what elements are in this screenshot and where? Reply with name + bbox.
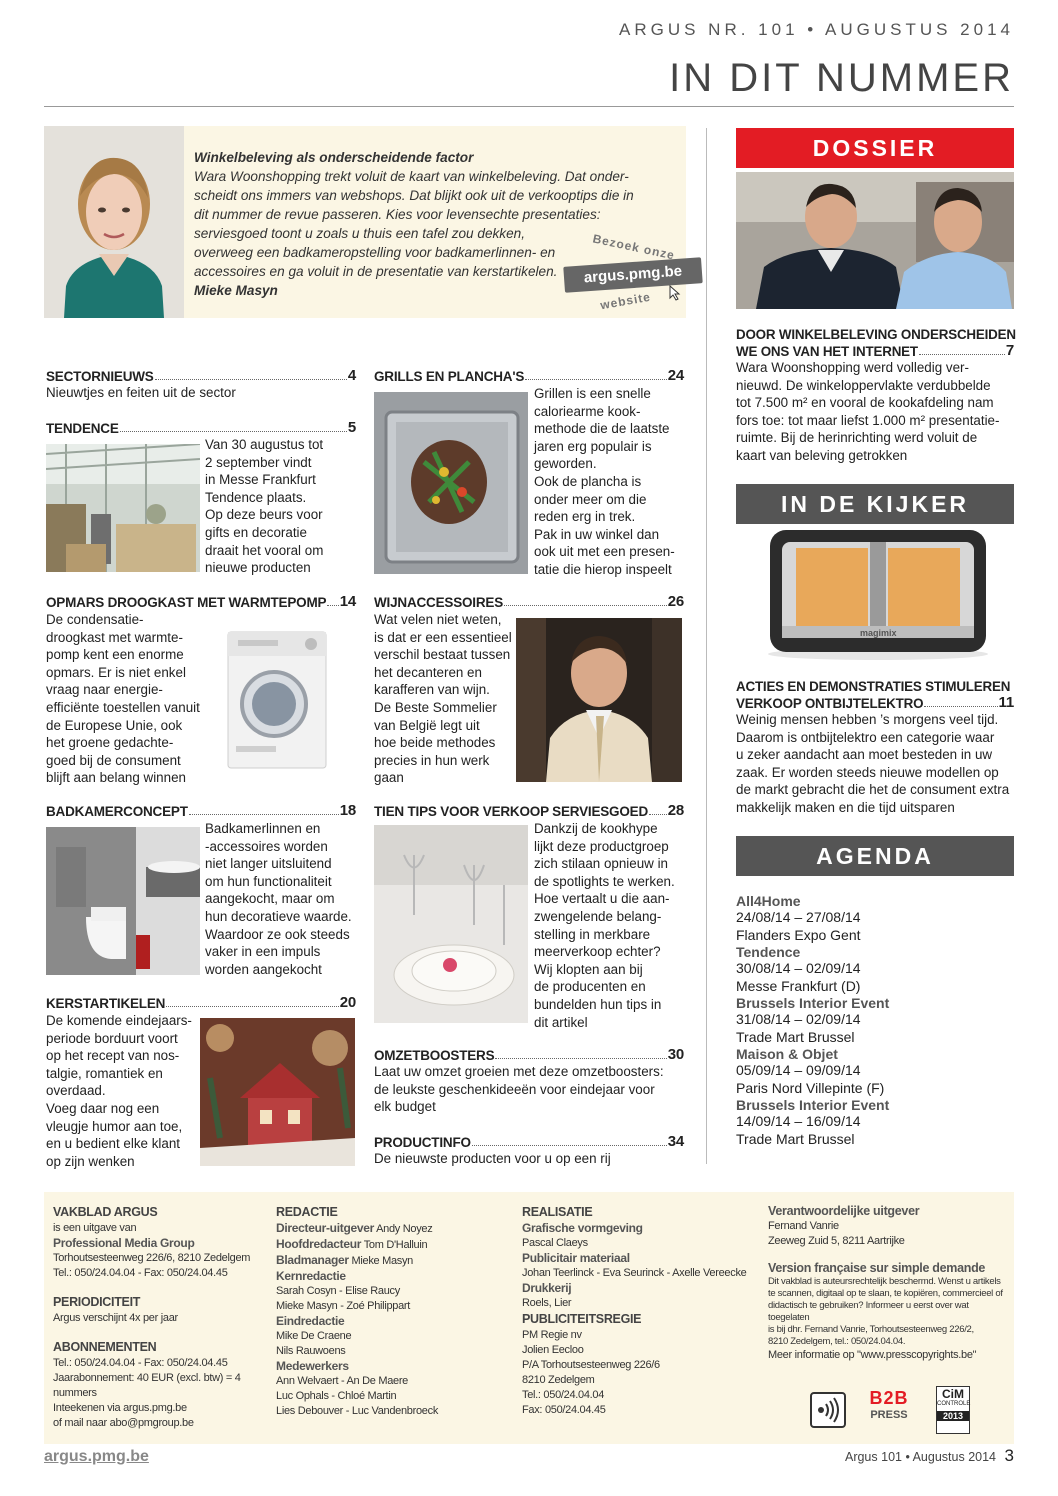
page-number: 28: [667, 802, 684, 819]
tendence-photo: [46, 444, 200, 572]
toc-heading[interactable]: TIEN TIPS VOOR VERKOOP SERVIESGOED 28: [374, 802, 684, 819]
colophon-heading: VAKBLAD ARGUS: [53, 1205, 158, 1219]
body-line: De condensatie-: [46, 612, 144, 627]
kijker-title-2[interactable]: VERKOOP ONTBIJTELEKTRO 11: [736, 694, 1014, 711]
colophon-line: Lies Debouver - Luc Vandenbroeck: [276, 1405, 439, 1417]
badge-url[interactable]: argus.pmg.be: [563, 257, 702, 293]
page-number: 26: [667, 593, 684, 610]
agenda-place: Messe Frankfurt (D): [736, 977, 861, 994]
dossier-article[interactable]: [736, 327, 1014, 465]
toc-item-grills[interactable]: [374, 367, 684, 384]
body-line: nieuwe producten: [205, 560, 311, 576]
agenda-event: Brussels Interior Event: [736, 995, 890, 1011]
website-badge[interactable]: [560, 231, 708, 318]
page-number: 24: [667, 367, 684, 384]
colophon-line: Hoofdredacteur Tom D'Halluin: [276, 1237, 428, 1251]
page-number: 5: [347, 419, 356, 436]
agenda-list: [736, 893, 1014, 1148]
body-line: overdaad.: [46, 1083, 106, 1099]
body-line: methode die de laatste: [534, 421, 670, 437]
body-line: Laat uw omzet groeien met deze omzetboosters:: [374, 1064, 664, 1079]
colophon-line: 8210 Zedelgem, tel.: 050/24.04.04.: [768, 1336, 906, 1347]
colophon-line: Tel.: 050/24.04.04 - Fax: 050/24.04.45: [53, 1357, 228, 1369]
toc-heading[interactable]: TENDENCE 5: [46, 419, 356, 436]
body-line: dit artikel: [534, 1014, 588, 1030]
agenda-event: All4Home: [736, 893, 801, 909]
body-line: De komende eindejaars-: [46, 1013, 192, 1028]
colophon-col-3: [522, 1204, 762, 1418]
editorial-line: serviesgoed toont u zoals u thuis een tafel zou dekken,: [194, 226, 525, 241]
colophon-bold: Version française sur simple demande: [768, 1261, 986, 1275]
dossier-title-2[interactable]: WE ONS VAN HET INTERNET 7: [736, 342, 1014, 359]
editorial-line: dit nummer de revue passeren. Kies voor levensechte presentaties:: [194, 207, 601, 222]
cim-logo: [936, 1386, 970, 1434]
press-text: PRESS: [870, 1409, 908, 1421]
agenda-place: Flanders Expo Gent: [736, 926, 861, 943]
body-line: verschil bestaat tussen: [374, 647, 511, 663]
colophon-line: Tel.: 050/24.04.04: [522, 1389, 605, 1401]
body-line: Tendence plaats.: [205, 489, 307, 505]
cim-year: 2013: [937, 1411, 969, 1421]
page-number: 18: [339, 802, 356, 819]
header-rule: [44, 106, 1014, 107]
body-line: van België legt uit: [374, 717, 480, 733]
footer-url-link[interactable]: argus.pmg.be: [44, 1448, 149, 1465]
colophon-bold: Grafische vormgeving: [522, 1221, 643, 1235]
toc-item-kerst[interactable]: [46, 994, 356, 1011]
body-line: kaart van beleving getrokken: [736, 447, 908, 463]
wijn-text: [374, 611, 514, 787]
agenda-event: Brussels Interior Event: [736, 1097, 890, 1113]
body-line: tot 7.500 m² en vooral de kookafdeling nam: [736, 395, 994, 411]
body-line: om hun functionaliteit: [205, 873, 332, 889]
toc-item-productinfo[interactable]: [374, 1133, 684, 1168]
colophon-line: didactisch te gebruiken? Informeer u eerst over wat toegelaten: [768, 1300, 969, 1323]
editor-portrait: [44, 126, 184, 318]
editorial-line: overweeg een badkameropstelling voor badkamerlinnen- en: [194, 245, 556, 260]
toc-item-tendence[interactable]: [46, 419, 356, 436]
colophon-line: is bij dhr. Fernand Vanrie, Torhoutsesteenweg 226/2,: [768, 1324, 974, 1335]
body-line: hun decoratieve waarde.: [205, 908, 352, 924]
page-number: 7: [1005, 342, 1014, 359]
body-line: vaker in een impuls: [205, 944, 321, 960]
toc-item-droogkast[interactable]: [46, 593, 356, 610]
colophon-line: Meer informatie op "www.presscopyrights.be": [768, 1349, 977, 1361]
colophon-line: Directeur-uitgever Andy Noyez: [276, 1221, 433, 1235]
body-line: elk budget: [374, 1099, 436, 1115]
colophon-line: Jolien Eecloo: [522, 1344, 584, 1356]
page-number: 4: [347, 367, 356, 384]
colophon-line: Johan Teerlinck - Eva Seurinck - Axelle Vereecke: [522, 1267, 747, 1279]
colophon-line: Argus verschijnt 4x per jaar: [53, 1312, 178, 1324]
body-line: lijkt deze productgroep: [534, 838, 669, 854]
body-line: droogkast met warmte-: [46, 629, 183, 645]
body-line: meerverkoop echter?: [534, 944, 661, 960]
body-line: blijft aan belang winnen: [46, 770, 186, 786]
toc-item-wijn[interactable]: [374, 593, 684, 610]
body-line: zwengelende belang-: [534, 908, 662, 924]
body-line: goed bij de consument: [46, 752, 181, 768]
body-line: het decanteren en: [374, 664, 482, 680]
kijker-title-1[interactable]: ACTIES EN DEMONSTRATIES STIMULEREN: [736, 679, 1011, 694]
colophon-bold: Publicitair materiaal: [522, 1251, 630, 1265]
body-line: Badkamerlinnen en: [205, 821, 321, 836]
body-line: Grillen is een snelle: [534, 386, 651, 401]
b2b-text: B2B: [869, 1388, 909, 1408]
body-line: Wara Woonshopping werd volledig ver-: [736, 360, 969, 375]
editorial-signature: Mieke Masyn: [194, 283, 278, 298]
toc-heading[interactable]: PRODUCTINFO 34: [374, 1133, 684, 1150]
editorial-line: scheidt ons immers van webshops. Dat blijkt ook uit de verkooptips die in: [194, 188, 634, 203]
body-line: precies in hun werk: [374, 752, 490, 768]
body-line: de producenten en: [534, 979, 646, 995]
page-title: IN DIT NUMMER: [669, 56, 1014, 100]
colophon-bold: Verantwoordelijke uitgever: [768, 1204, 920, 1218]
colophon-line: P/A Torhoutsesteenweg 226/6: [522, 1359, 660, 1371]
colophon-line: Pascal Claeys: [522, 1237, 588, 1249]
toc-heading[interactable]: OMZETBOOSTERS 30: [374, 1046, 684, 1063]
body-line: Daarom is ontbijtelektro een categorie waar: [736, 729, 995, 745]
agenda-dates: 31/08/14 – 02/09/14: [736, 1011, 861, 1027]
body-line: karafferen van wijn.: [374, 682, 490, 698]
colophon-line: Sarah Cosyn - Elise Raucy: [276, 1285, 400, 1297]
body-line: de leukste geschenkideeën voor eindejaar voor: [374, 1081, 655, 1097]
agenda-dates: 05/09/14 – 09/09/14: [736, 1062, 861, 1078]
body-line: efficiënte toestellen vanuit: [46, 699, 200, 715]
toc-item-badkamer[interactable]: [46, 802, 356, 819]
colophon-line: Bladmanager Mieke Masyn: [276, 1253, 413, 1267]
body-line: vraag naar energie-: [46, 682, 163, 698]
colophon-line: Tel.: 050/24.04.04 - Fax: 050/24.04.45: [53, 1267, 228, 1279]
agenda-place: Trade Mart Brussel: [736, 1028, 855, 1045]
nfc-logo-icon: [810, 1392, 846, 1428]
toc-heading[interactable]: SECTORNIEUWS 4: [46, 367, 356, 384]
body-line: nieuwd. De winkeloppervlakte verdubbelde: [736, 377, 991, 393]
agenda-place: Trade Mart Brussel: [736, 1130, 855, 1147]
colophon-bold: Kernredactie: [276, 1269, 346, 1283]
footer-page-number: 3: [1004, 1446, 1014, 1465]
tableware-photo: [374, 825, 528, 1023]
body-line: Ook de plancha is: [534, 473, 642, 489]
body-line: Op deze beurs voor: [205, 507, 323, 523]
toc-heading[interactable]: BADKAMERCONCEPT 18: [46, 802, 356, 819]
colophon-col-1: [53, 1204, 268, 1431]
colophon-line: Nils Rauwoens: [276, 1345, 346, 1357]
editorial-line: accessoires en ga voluit in de presentatie van kerstartikelen.: [194, 264, 558, 279]
body-line: jaren erg populair is: [534, 438, 652, 454]
body-line: reden erg in trek.: [534, 509, 636, 525]
kerst-text: [46, 1012, 206, 1170]
colophon-heading: PUBLICITEITSREGIE: [522, 1312, 642, 1326]
body-line: geworden.: [534, 456, 597, 472]
colophon-heading: ABONNEMENTEN: [53, 1340, 157, 1354]
body-line: worden aangekocht: [205, 961, 322, 977]
colophon-line: 8210 Zedelgem: [522, 1374, 595, 1386]
body-line: u zeker aandacht aan moet besteden in uw: [736, 747, 993, 763]
toc-heading[interactable]: GRILLS EN PLANCHA'S 24: [374, 367, 684, 384]
agenda-item: [736, 893, 1014, 944]
colophon-bold: Drukkerij: [522, 1281, 572, 1295]
body-line: vleugje humor aan toe,: [46, 1118, 183, 1134]
body-line: fors toe: tot maar liefst 1.000 m² presentatie-: [736, 412, 1000, 428]
agenda-event: Tendence: [736, 944, 801, 960]
b2b-press-logo: [864, 1388, 914, 1430]
agenda-dates: 14/09/14 – 16/09/14: [736, 1113, 861, 1129]
agenda-item: [736, 1046, 1014, 1097]
page-number: 20: [339, 994, 356, 1011]
body-line: op zijn wenken: [46, 1153, 135, 1169]
toc-item-serviesgoed[interactable]: [374, 802, 684, 819]
body-line: pomp kent een enorme: [46, 647, 184, 663]
colophon-line: of mail naar abo@pmgroup.be: [53, 1417, 194, 1429]
body-line: zich stilaan opnieuw in: [534, 856, 668, 872]
serviesgoed-text: [534, 820, 684, 1031]
body-line: Weinig mensen hebben ’s morgens veel tijd.: [736, 712, 999, 727]
kijker-article[interactable]: [736, 679, 1014, 817]
agenda-place: Paris Nord Villepinte (F): [736, 1079, 885, 1096]
toaster-brand: magimix: [860, 628, 897, 638]
colophon-col-4: [768, 1204, 1008, 1363]
body-line: ook uit met een presen-: [534, 544, 675, 560]
grill-photo: [374, 392, 528, 574]
footer-issue: Argus 101 • Augustus 2014: [844, 1450, 996, 1464]
colophon: [44, 1192, 1014, 1444]
colophon-line: Inteekenen via argus.pmg.be: [53, 1402, 187, 1414]
body-line: Hoe vertaalt u die aan-: [534, 891, 670, 907]
page-number: 11: [998, 694, 1014, 711]
body-line: op het recept van nos-: [46, 1048, 180, 1064]
colophon-line: PM Regie nv: [522, 1329, 582, 1341]
body-line: en u bedient elke klant: [46, 1136, 181, 1152]
body-line: is dat er een essentieel: [374, 629, 512, 645]
agenda-item: [736, 995, 1014, 1046]
colophon-heading: PERIODICITEIT: [53, 1295, 141, 1309]
colophon-line: Mike De Craene: [276, 1330, 352, 1342]
cim-text: CiM: [942, 1387, 964, 1401]
agenda-dates: 30/08/14 – 02/09/14: [736, 960, 861, 976]
droogkast-text: [46, 611, 206, 787]
colophon-line: Fax: 050/24.04.45: [522, 1404, 606, 1416]
body-line: De Beste Sommelier: [374, 699, 497, 715]
dossier-banner: DOSSIER: [736, 128, 1014, 168]
agenda-item: [736, 1097, 1014, 1148]
editorial-heading: Winkelbeleving als onderscheidende factor: [194, 150, 474, 165]
editorial-box: [44, 126, 686, 318]
body-line: makkelijk maken en die tijd uitsparen: [736, 799, 955, 815]
body-line: Wat velen niet weten,: [374, 612, 502, 627]
body-line: bundelden hun tips in: [534, 996, 662, 1012]
body-line: aangekocht, maar om: [205, 891, 335, 907]
body-line: ruimte. Bij de herinrichting werd voluit de: [736, 430, 978, 446]
body-line: niet langer uitsluitend: [205, 856, 332, 872]
page-number: 30: [667, 1046, 684, 1063]
page-number: 14: [339, 593, 356, 610]
colophon-line: Torhoutsesteenweg 226/6, 8210 Zedelgem: [53, 1252, 251, 1264]
toc-description: Nieuwtjes en feiten uit de sector: [46, 385, 236, 400]
colophon-line: Roels, Lier: [522, 1297, 572, 1309]
colophon-line: Fernand Vanrie: [768, 1220, 839, 1232]
toaster-photo: [756, 526, 1000, 662]
colophon-line: Dit vakblad is auteursrechtelijk beschermd. Wenst u artikels: [768, 1276, 1001, 1287]
agenda-item: [736, 944, 1014, 995]
body-line: de spotlights te werken.: [534, 873, 675, 889]
agenda-banner: AGENDA: [736, 836, 1014, 876]
toc-item-omzet[interactable]: [374, 1046, 684, 1116]
in-de-kijker-banner: IN DE KIJKER: [736, 484, 1014, 524]
body-line: gaan: [374, 770, 404, 786]
body-line: Wij klopten aan bij: [534, 961, 643, 977]
body-line: de markt gebracht die het de consument extra: [736, 782, 1010, 798]
body-line: talgie, romantiek en: [46, 1065, 163, 1081]
colophon-line: Mieke Masyn - Zoé Philippart: [276, 1300, 411, 1312]
christmas-photo: [200, 1018, 355, 1166]
body-line: hoe beide methodes: [374, 735, 496, 751]
column-divider: [706, 128, 707, 1164]
body-line: caloriearme kook-: [534, 403, 641, 419]
toc-heading[interactable]: OPMARS DROOGKAST MET WARMTEPOMP 14: [46, 593, 356, 610]
dryer-photo: [216, 624, 336, 772]
cursor-icon: [668, 284, 684, 302]
agenda-event: Maison & Objet: [736, 1046, 838, 1062]
issue-line: ARGUS NR. 101 • AUGUSTUS 2014: [619, 20, 1014, 39]
colophon-line: Ann Welvaert - An De Maere: [276, 1375, 409, 1387]
body-line: Van 30 augustus tot: [205, 437, 324, 452]
body-line: opmars. Er is niet enkel: [46, 664, 186, 680]
badge-bottom-text: website: [599, 289, 652, 313]
colophon-heading: REALISATIE: [522, 1205, 593, 1219]
body-line: Dankzij de kookhype: [534, 821, 658, 836]
body-line: zaak. Er worden steeds nieuwe modellen op: [736, 764, 999, 780]
badkamer-text: [205, 820, 360, 978]
body-line: 2 september vindt: [205, 454, 312, 470]
dossier-photo: [736, 172, 1014, 309]
badge-top-text: Bezoek onze: [591, 231, 677, 263]
toc-heading[interactable]: KERSTARTIKELEN 20: [46, 994, 356, 1011]
colophon-bold: Medewerkers: [276, 1359, 349, 1373]
grills-text: [534, 385, 684, 579]
colophon-line: Jaarabonnement: 40 EUR (excl. btw) = 4 nummers: [53, 1372, 241, 1399]
body-line: de Europese Unie, ook: [46, 717, 183, 733]
body-line: gifts en decoratie: [205, 524, 307, 540]
colophon-line: is een uitgave van: [53, 1222, 137, 1234]
colophon-bold: Eindredactie: [276, 1314, 345, 1328]
colophon-line: Luc Ophals - Chloé Martin: [276, 1390, 397, 1402]
body-line: periode borduurt voort: [46, 1030, 178, 1046]
colophon-line: Zeeweg Zuid 5, 8211 Aartrijke: [768, 1235, 905, 1247]
body-line: draait het vooral om: [205, 542, 324, 558]
body-line: Waardoor ze ook steeds: [205, 926, 350, 942]
toc-item-sectornieuws[interactable]: [46, 367, 356, 402]
tendence-text: [205, 436, 355, 577]
body-line: Pak in uw winkel dan: [534, 526, 660, 542]
bathroom-photo: [46, 827, 200, 975]
colophon-heading: REDACTIE: [276, 1205, 338, 1219]
toc-heading[interactable]: WIJNACCESSOIRES 26: [374, 593, 684, 610]
editorial-line: Wara Woonshopping trekt voluit de kaart van winkelbeleving. Dat onder-: [194, 169, 629, 184]
body-line: het groene gedachte-: [46, 735, 174, 751]
cim-sub: CONTROLE: [937, 1401, 971, 1407]
body-line: stelling in merkbare: [534, 926, 651, 942]
colophon-col-2: [276, 1204, 506, 1419]
toc-description: De nieuwste producten voor u op een rij: [374, 1151, 611, 1166]
body-line: Voeg daar nog een: [46, 1100, 160, 1116]
body-line: in Messe Frankfurt: [205, 472, 316, 488]
body-line: -accessoires worden: [205, 838, 328, 854]
agenda-dates: 24/08/14 – 27/08/14: [736, 909, 861, 925]
colophon-bold: Professional Media Group: [53, 1236, 195, 1250]
sommelier-photo: [516, 618, 682, 782]
body-line: tatie die hierop inspeelt: [534, 561, 672, 577]
dossier-title-1[interactable]: DOOR WINKELBELEVING ONDERSCHEIDEN: [736, 327, 1016, 342]
body-line: onder meer om die: [534, 491, 647, 507]
page-number: 34: [667, 1133, 684, 1150]
colophon-line: te scannen, digitaal op te slaan, te kopiëren, commercieel of: [768, 1288, 1003, 1299]
